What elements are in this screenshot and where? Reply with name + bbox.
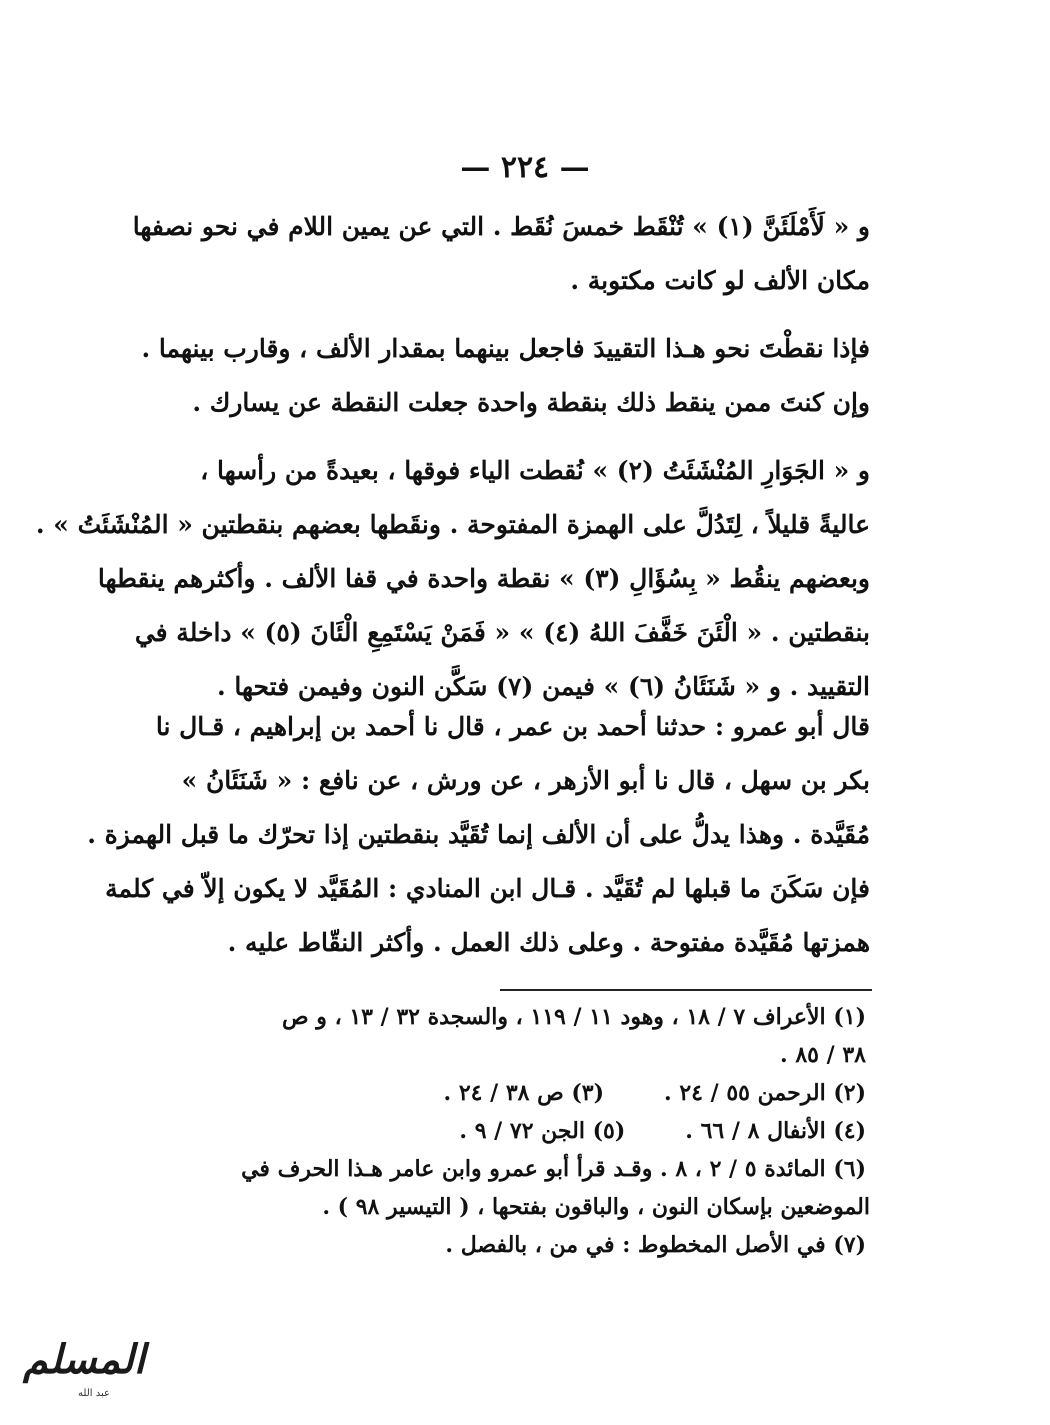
paragraph-line: وإن كنتَ ممن ينقط ذلك بنقطة واحدة جعلت النقطة عن يسارك . xyxy=(192,388,870,417)
footnote-7: (٧) في الأصل المخطوط : في من ، بالفصل . xyxy=(445,1232,866,1258)
footnote-row-4-5 xyxy=(158,1112,870,1150)
paragraph-line: فإن سَكَنَ ما قبلها لم تُقَيَّد . قـال ابن المنادي : المُقَيَّد لا يكون إلاّ في كلمة xyxy=(105,874,870,903)
watermark-logo xyxy=(14,1330,154,1410)
footnote-divider xyxy=(500,989,872,991)
footnote-5: (٥) الجن ٧٢ / ٩ . xyxy=(459,1118,626,1144)
paragraph-line: مكان الألف لو كانت مكتوبة . xyxy=(570,266,870,295)
paragraph-1 xyxy=(132,200,870,308)
paragraph-line: و « الجَوَارِ المُنْشَئَتُ (٢) » نُقطت الياء فوقها ، بعيدةً من رأسها ، xyxy=(200,456,870,485)
footnote-3: (٣) ص ٣٨ / ٢٤ . xyxy=(443,1080,605,1106)
paragraph-line: فإذا نقطْتَ نحو هـذا التقييدَ فاجعل بينهما بمقدار الألف ، وقارب بينهما . xyxy=(141,334,870,363)
watermark-calligraphy: المسلم xyxy=(23,1336,145,1383)
paragraph-2 xyxy=(141,322,870,430)
footnote-6: (٦) المائدة ٥ / ٢ ، ٨ . وقـد قرأ أبو عمرو وابن عامر هـذا الحرف في xyxy=(241,1156,866,1182)
paragraph-4 xyxy=(87,700,870,970)
footnote-2: (٢) الرحمن ٥٥ / ٢٤ . xyxy=(664,1080,866,1106)
paragraph-line: وبعضهم ينقُط « بِسُؤَالِ (٣) » نقطة واحدة في قفا الألف . وأكثرهم ينقطها xyxy=(97,564,870,593)
page-number: — ٢٢٤ — xyxy=(460,150,590,185)
paragraph-line: بنقطتين . « الْئَنَ خَفَّفَ اللهُ (٤) » « فَمَنْ يَسْتَمِعِ الْئَانَ (٥) » داخلة في xyxy=(134,618,870,647)
footnote-6-continued: الموضعين بإسكان النون ، والباقون بفتحها ، ( التيسير ٩٨ ) . xyxy=(322,1194,870,1220)
paragraph-line: مُقَيَّدة . وهذا يدلُّ على أن الألف إنما تُقَيَّد بنقطتين إذا تحرّك ما قبل الهمزة . xyxy=(87,820,870,849)
paragraph-line: التقييد . و « شَنَئَانُ (٦) » فيمن (٧) سَكَّن النون وفيمن فتحها . xyxy=(216,672,870,701)
paragraph-3 xyxy=(35,444,870,714)
paragraph-line: و « لَأَمْلَئَنَّ (١) » تُنْقَط خمسَ نُقَط . التي عن يمين اللام في نحو نصفها xyxy=(132,212,870,241)
watermark-subtext: عبد الله xyxy=(78,1388,110,1399)
paragraph-line: بكر بن سهل ، قال نا أبو الأزهر ، عن ورش ، عن نافع : « شَنَئَانُ » xyxy=(181,766,870,795)
footnote-1: (١) الأعراف ٧ / ١٨ ، وهود ١١ / ١١٩ ، والسجدة ٣٢ / ١٣ ، و ص xyxy=(282,1004,866,1030)
footnotes xyxy=(158,998,870,1264)
paragraph-line: عاليةً قليلاً ، لِتَدُلَّ على الهمزة المفتوحة . ونقَطها بعضهم بنقطتين « المُنْشَئَتُ » . xyxy=(35,510,870,539)
paragraph-line: همزتها مُقَيَّدة مفتوحة . وعلى ذلك العمل . وأكثر النقّاط عليه . xyxy=(227,928,870,957)
footnote-row-2-3 xyxy=(158,1074,870,1112)
paragraph-line: قال أبو عمرو : حدثنا أحمد بن عمر ، قال نا أحمد بن إبراهيم ، قـال نا xyxy=(155,712,870,741)
footnote-1-continued: ٣٨ / ٨٥ . xyxy=(780,1042,866,1068)
footnote-4: (٤) الأنفال ٨ / ٦٦ . xyxy=(685,1118,866,1144)
